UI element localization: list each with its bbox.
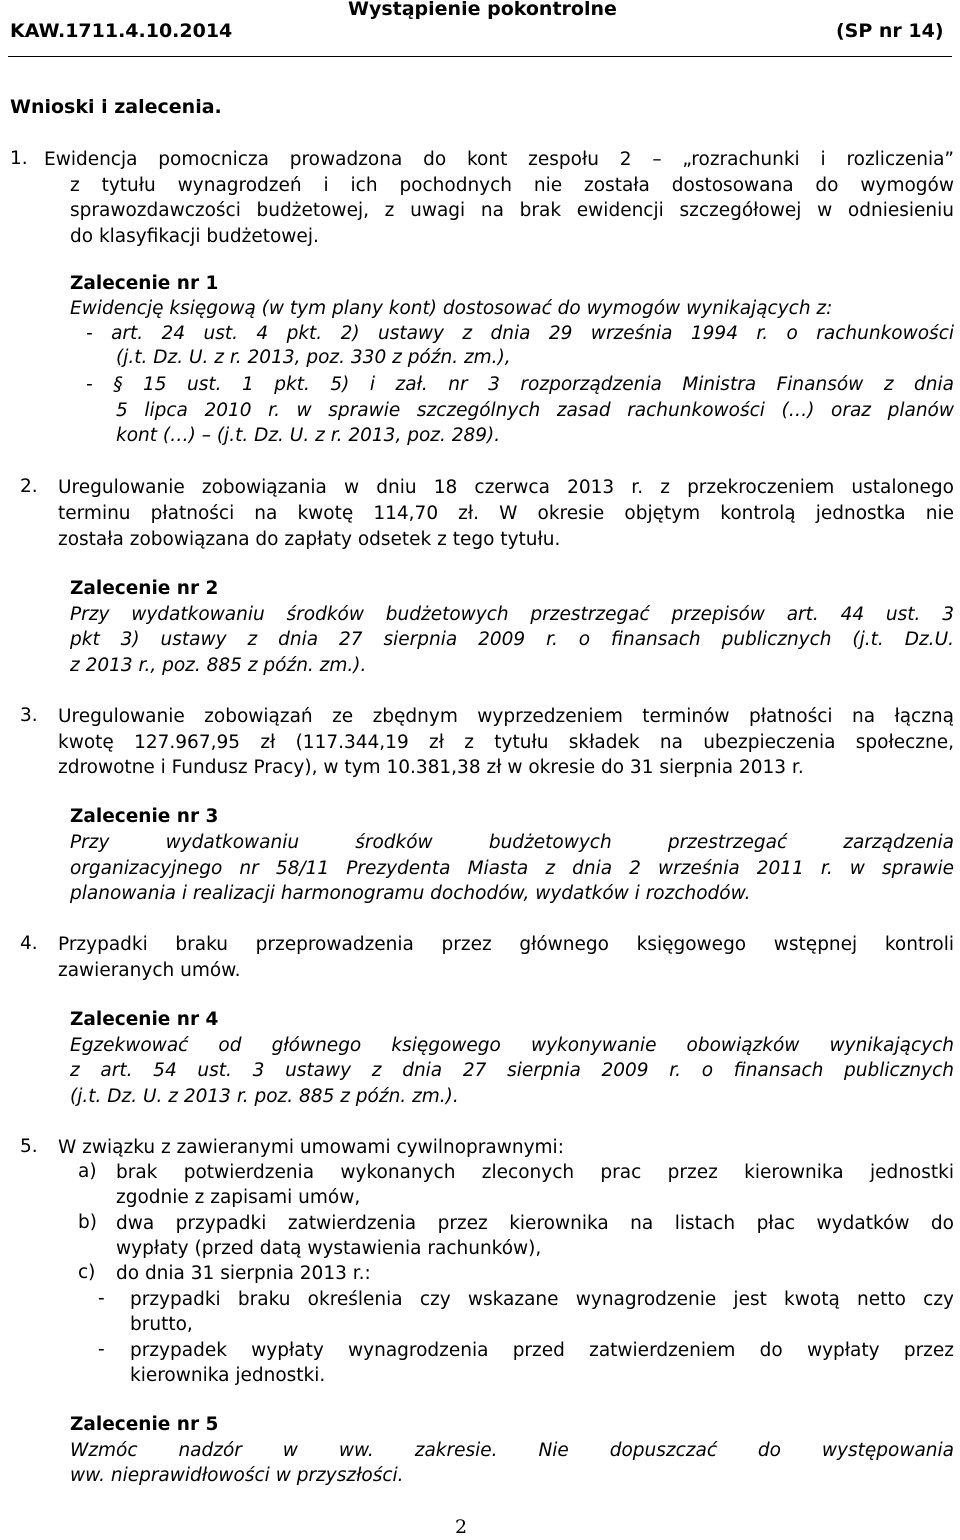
school-name: (SP nr 14) <box>836 20 944 42</box>
item-4-line: zawieranych umów. <box>58 960 241 981</box>
item-number: 2. <box>20 476 38 497</box>
item-1-line: do klasyfikacji budżetowej. <box>70 226 319 247</box>
recommendation-line: (j.t. Dz. U. z 2013 r. poz. 885 z późn. zm.). <box>70 1086 459 1107</box>
recommendation-line: z art. 54 ust. 3 ustawy z dnia 27 sierpnia 2009 r. o finansach publicznych <box>70 1060 954 1081</box>
recommendation-title: Zalecenie nr 1 <box>70 273 219 294</box>
section-title: Wnioski i zalecenia. <box>10 96 222 118</box>
subitem-line: brak potwierdzenia wykonanych zleconych prac przez kierownika jednostki <box>116 1162 954 1183</box>
recommendation-line: - art. 24 ust. 4 pkt. 2) ustawy z dnia 29 września 1994 r. o rachunkowości <box>86 323 954 344</box>
item-number: 1. <box>10 148 28 169</box>
document-reference: KAW.1711.4.10.2014 <box>10 20 233 42</box>
recommendation-line: Egzekwować od głównego księgowego wykonywanie obowiązków wynikających <box>70 1035 954 1056</box>
subitem-line: wypłaty (przed datą wystawienia rachunków), <box>116 1238 542 1259</box>
subitem-line: dwa przypadki zatwierdzenia przez kierownika na listach płac wydatków do <box>116 1213 954 1234</box>
dash-marker: - <box>98 1339 105 1360</box>
recommendation-line: - § 15 ust. 1 pkt. 5) i zał. nr 3 rozporządzenia Ministra Finansów z dnia <box>86 374 954 395</box>
page-number: 2 <box>455 1516 468 1538</box>
recommendation-title: Zalecenie nr 5 <box>70 1414 219 1435</box>
item-3-line: zdrowotne i Fundusz Pracy), w tym 10.381,38 zł w okresie do 31 sierpnia 2013 r. <box>58 757 804 778</box>
recommendation-title: Zalecenie nr 2 <box>70 578 219 599</box>
dash-marker: - <box>98 1288 105 1309</box>
subitem-line: zgodnie z zapisami umów, <box>116 1187 361 1208</box>
recommendation-line: organizacyjnego nr 58/11 Prezydenta Miasta z dnia 2 września 2011 r. w sprawie <box>70 858 954 879</box>
item-2-line: terminu płatności na kwotę 114,70 zł. W okresie objętym kontrolą jednostka nie <box>58 503 954 524</box>
recommendation-line: ww. nieprawidłowości w przyszłości. <box>70 1465 404 1486</box>
subitem-label: b) <box>78 1212 97 1233</box>
recommendation-line: Przy wydatkowaniu środków budżetowych przestrzegać przepisów art. 44 ust. 3 <box>70 604 954 625</box>
header-rule <box>8 56 952 57</box>
dash-line: brutto, <box>130 1314 193 1335</box>
dash-line: przypadki braku określenia czy wskazane wynagrodzenie jest kwotą netto czy <box>130 1289 954 1310</box>
recommendation-title: Zalecenie nr 3 <box>70 806 219 827</box>
recommendation-line: Wzmóc nadzór w ww. zakresie. Nie dopuszczać do występowania <box>70 1440 954 1461</box>
recommendation-line: Ewidencję księgową (w tym plany kont) dostosować do wymogów wynikających z: <box>70 298 833 319</box>
recommendation-line: (j.t. Dz. U. z r. 2013, poz. 330 z późn. zm.), <box>116 347 511 368</box>
subitem-label: a) <box>78 1161 97 1182</box>
recommendation-line: 5 lipca 2010 r. w sprawie szczególnych zasad rachunkowości (…) oraz planów <box>116 400 954 421</box>
item-1-line: sprawozdawczości budżetowej, z uwagi na brak ewidencji szczegółowej w odniesieniu <box>70 200 954 221</box>
item-number: 4. <box>20 933 38 954</box>
subitem-line: do dnia 31 sierpnia 2013 r.: <box>116 1263 371 1284</box>
dash-line: przypadek wypłaty wynagrodzenia przed zatwierdzeniem do wypłaty przez <box>130 1340 954 1361</box>
item-2-line: Uregulowanie zobowiązania w dniu 18 czerwca 2013 r. z przekroczeniem ustalonego <box>58 477 954 498</box>
recommendation-line: pkt 3) ustawy z dnia 27 sierpnia 2009 r. o finansach publicznych (j.t. Dz.U. <box>70 629 954 650</box>
item-1-line: z tytułu wynagrodzeń i ich pochodnych nie została dostosowana do wymogów <box>70 175 954 196</box>
recommendation-line: Przy wydatkowaniu środków budżetowych przestrzegać zarządzenia <box>70 832 954 853</box>
item-number: 5. <box>20 1136 38 1157</box>
item-4-line: Przypadki braku przeprowadzenia przez głównego księgowego wstępnej kontroli <box>58 934 954 955</box>
recommendation-title: Zalecenie nr 4 <box>70 1009 219 1030</box>
subitem-label: c) <box>78 1262 96 1283</box>
item-number: 3. <box>20 705 38 726</box>
recommendation-line: z 2013 r., poz. 885 z późn. zm.). <box>70 655 367 676</box>
item-1-line: Ewidencja pomocnicza prowadzona do kont zespołu 2 – „rozrachunki i rozliczenia” <box>44 149 954 170</box>
item-5-line: W związku z zawieranymi umowami cywilnoprawnymi: <box>58 1137 564 1158</box>
item-3-line: kwotę 127.967,95 zł (117.344,19 zł z tytułu składek na ubezpieczenia społeczne, <box>58 732 954 753</box>
recommendation-line: kont (…) – (j.t. Dz. U. z r. 2013, poz. 289). <box>116 425 501 446</box>
item-2-line: została zobowiązana do zapłaty odsetek z tego tytułu. <box>58 529 561 550</box>
dash-line: kierownika jednostki. <box>130 1365 326 1386</box>
document-type: Wystąpienie pokontrolne <box>348 0 617 20</box>
item-3-line: Uregulowanie zobowiązań ze zbędnym wyprzedzeniem terminów płatności na łączną <box>58 706 954 727</box>
recommendation-line: planowania i realizacji harmonogramu dochodów, wydatków i rozchodów. <box>70 883 751 904</box>
